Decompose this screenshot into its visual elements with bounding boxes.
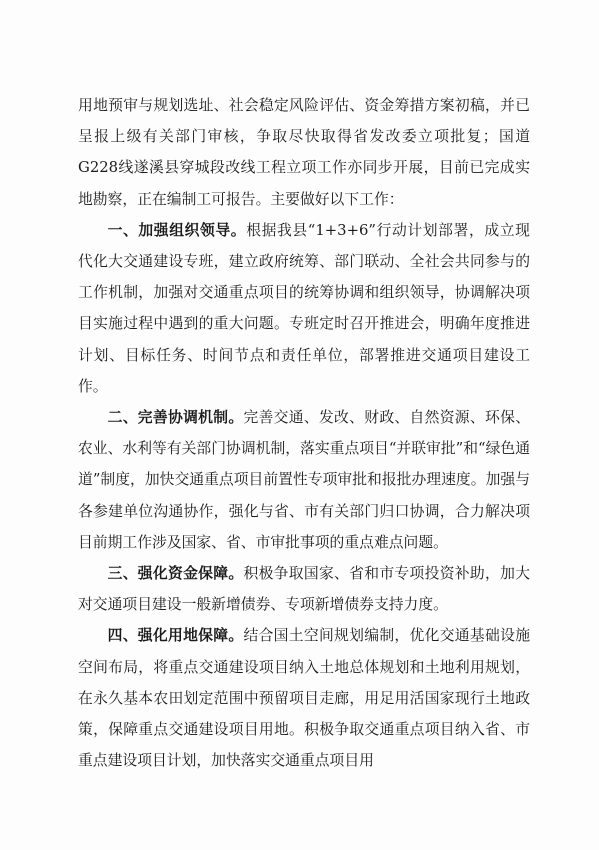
paragraph-text: 结合国土空间规划编制，优化交通基础设施空间布局，将重点交通建设项目纳入土地总体规划和土地利用规划，在永久基本农田划定范围中预留项目走廊，用足用活国家现行土地政策，保障重点交通建设项目用地。积极争取交通重点项目纳入省、市重点建设项目计划，加快落实交通重点项目用 (78, 627, 530, 770)
paragraph-intro (78, 90, 530, 215)
paragraph-text: 积极争取国家、省和市专项投资补助，加大对交通项目建设一般新增债券、专项新增债券支持力度。 (78, 565, 530, 614)
paragraph-text: 用地预审与规划选址、社会稳定风险评估、资金筹措方案初稿，并已呈报上级有关部门审核，争取尽快取得省发改委立项批复；国道G228线遂溪县穿城段改线工程立项工作亦同步开展，目前已完成实地勘察，正在编制工可报告。主要做好以下工作： (78, 97, 530, 208)
paragraph-text: 根据我县“1+3+6”行动计划部署，成立现代化大交通建设专班，建立政府统筹、部门联动、全社会共同参与的工作机制，加强对交通重点项目的统筹协调和组织领导，协调解决项目实施过程中遇到的重大问题。专班定时召开推进会，明确年度推进计划、目标任务、时间节点和责任单位，部署推进交通项目建设工作。 (78, 221, 530, 395)
section-heading-land-use: 四、强化用地保障。 (107, 627, 244, 645)
paragraph-organization (78, 215, 530, 402)
section-heading-coordination: 二、完善协调机制。 (107, 409, 244, 427)
section-heading-organization: 一、加强组织领导。 (107, 221, 247, 239)
paragraph-text: 完善交通、发改、财政、自然资源、环保、农业、水利等有关部门协调机制，落实重点项目“并联审批”和“绿色通道”制度，加快交通重点项目前置性专项审批和报批办理速度。加强与各参建单位沟通协作，强化与省、市有关部门归口协调，合力解决项目前期工作涉及国家、省、市审批事项的重点难点问题。 (78, 409, 530, 551)
paragraph-funding (78, 558, 530, 620)
paragraph-land-use (78, 620, 530, 776)
paragraph-coordination (78, 402, 530, 558)
section-heading-funding: 三、强化资金保障。 (107, 565, 244, 583)
document-body (78, 90, 530, 776)
